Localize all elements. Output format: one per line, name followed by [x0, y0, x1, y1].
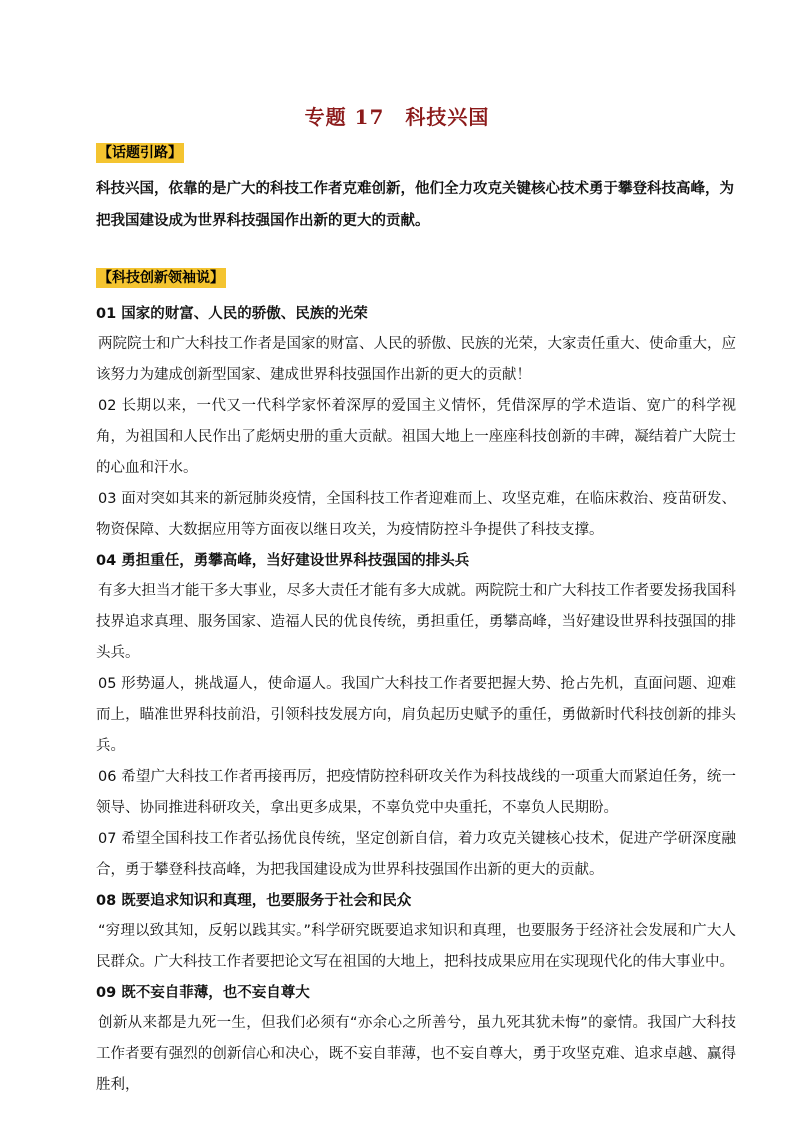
quotes-body	[96, 299, 736, 1101]
section-tag-topic-guide: 【话题引路】	[98, 145, 182, 161]
quote-paragraph: 06 希望广大科技工作者再接再厉，把疫情防控科研攻关作为科技战线的一项重大而紧迫任务，统一领导、协同推进科研攻关，拿出更多成果，不辜负党中央重托，不辜负人民期盼。	[96, 769, 736, 816]
quote-paragraph: 03 面对突如其来的新冠肺炎疫情，全国科技工作者迎难而上、攻坚克难，在临床救治、疫苗研发、物资保障、大数据应用等方面夜以继日攻关，为疫情防控斗争提供了科技支撑。	[96, 491, 736, 538]
quote-heading: 08 既要追求知识和真理，也要服务于社会和民众	[96, 893, 412, 909]
document-title: 专题 17 科技兴国	[304, 105, 490, 129]
quote-heading: 01 国家的财富、人民的骄傲、民族的光荣	[96, 306, 368, 322]
quote-paragraph: 创新从来都是九死一生，但我们必须有“亦余心之所善兮，虽九死其犹未悔”的豪情。我国广大科技工作者要有强烈的创新信心和决心，既不妄自菲薄，也不妄自尊大，勇于攻坚克难、追求卓越、赢得胜利，	[96, 1015, 736, 1093]
topic-guide-paragraph: 科技兴国，依靠的是广大的科技工作者克难创新，他们全力攻克关键核心技术勇于攀登科技高峰，为把我国建设成为世界科技强国作出新的更大的贡献。	[96, 181, 734, 229]
quote-paragraph: 05 形势逼人，挑战逼人，使命逼人。我国广大科技工作者要把握大势、抢占先机，直面问题、迎难而上，瞄准世界科技前沿，引领科技发展方向，肩负起历史赋予的重任，勇做新时代科技创新的排头兵。	[96, 676, 736, 754]
section-tag-leader-quotes: 【科技创新领袖说】	[98, 270, 224, 286]
quote-paragraph: “穷理以致其知，反躬以践其实。”科学研究既要追求知识和真理，也要服务于经济社会发展和广大人民群众。广大科技工作者要把论文写在祖国的大地上，把科技成果应用在实现现代化的伟大事业中。	[96, 923, 736, 970]
quote-heading: 09 既不妄自菲薄，也不妄自尊大	[96, 985, 310, 1001]
quote-paragraph: 两院院士和广大科技工作者是国家的财富、人民的骄傲、民族的光荣，大家责任重大、使命重大，应该努力为建成创新型国家、建成世界科技强国作出新的更大的贡献！	[96, 336, 736, 383]
quote-heading: 04 勇担重任，勇攀高峰，当好建设世界科技强国的排头兵	[96, 553, 470, 569]
quote-paragraph: 07 希望全国科技工作者弘扬优良传统，坚定创新自信，着力攻克关键核心技术，促进产学研深度融合，勇于攀登科技高峰，为把我国建设成为世界科技强国作出新的更大的贡献。	[96, 831, 736, 878]
quote-paragraph: 02 长期以来，一代又一代科学家怀着深厚的爱国主义情怀，凭借深厚的学术造诣、宽广的科学视角，为祖国和人民作出了彪炳史册的重大贡献。祖国大地上一座座科技创新的丰碑，凝结着广大院士的心血和汗水。	[96, 398, 736, 476]
quote-paragraph: 有多大担当才能干多大事业，尽多大责任才能有多大成就。两院院士和广大科技工作者要发扬我国科技界追求真理、服务国家、造福人民的优良传统，勇担重任，勇攀高峰，当好建设世界科技强国的排头兵。	[96, 583, 736, 661]
